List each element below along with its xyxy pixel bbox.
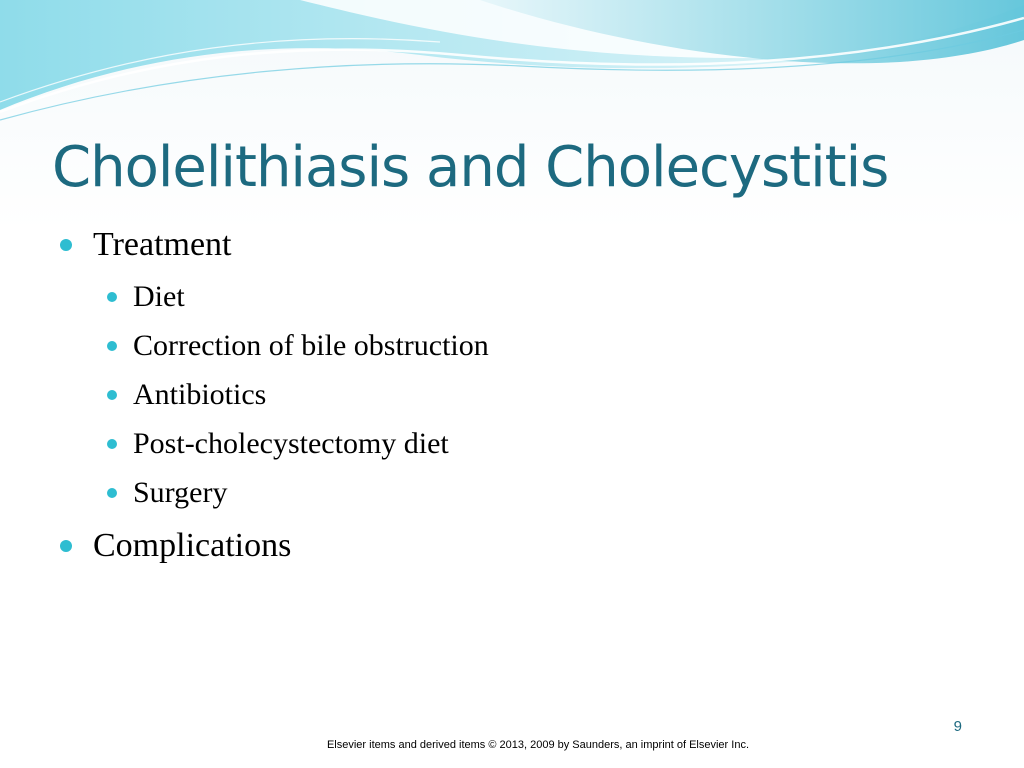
bullet-dot-icon (107, 341, 117, 351)
sub-bullet-item (60, 468, 960, 517)
sub-bullet-item (60, 419, 960, 468)
page-number: 9 (953, 718, 962, 735)
bullet-item-treatment (60, 222, 960, 517)
bullet-label: Complications (93, 527, 292, 564)
sub-bullet-item (60, 272, 960, 321)
sub-bullet-list (60, 272, 960, 517)
copyright-footer: Elsevier items and derived items © 2013, 2009 by Saunders, an imprint of Elsevier Inc. (326, 739, 750, 751)
sub-bullet-label: Post-cholecystectomy diet (133, 426, 449, 460)
wave-header-decoration (0, 0, 1024, 130)
bullet-list (60, 222, 960, 569)
sub-bullet-label: Surgery (133, 475, 228, 509)
bullet-row (60, 222, 960, 268)
bullet-dot-icon (107, 439, 117, 449)
bullet-dot-icon (60, 239, 72, 251)
bullet-dot-icon (107, 390, 117, 400)
sub-bullet-label: Diet (133, 279, 185, 313)
slide-title: Cholelithiasis and Cholecystitis (52, 135, 889, 200)
sub-bullet-label: Antibiotics (133, 377, 267, 411)
sub-bullet-item (60, 370, 960, 419)
bullet-dot-icon (107, 488, 117, 498)
bullet-dot-icon (107, 292, 117, 302)
sub-bullet-label: Correction of bile obstruction (133, 328, 489, 362)
bullet-row (60, 523, 960, 569)
bullet-item-complications (60, 523, 960, 569)
bullet-label: Treatment (93, 226, 232, 263)
bullet-dot-icon (60, 540, 72, 552)
sub-bullet-item (60, 321, 960, 370)
